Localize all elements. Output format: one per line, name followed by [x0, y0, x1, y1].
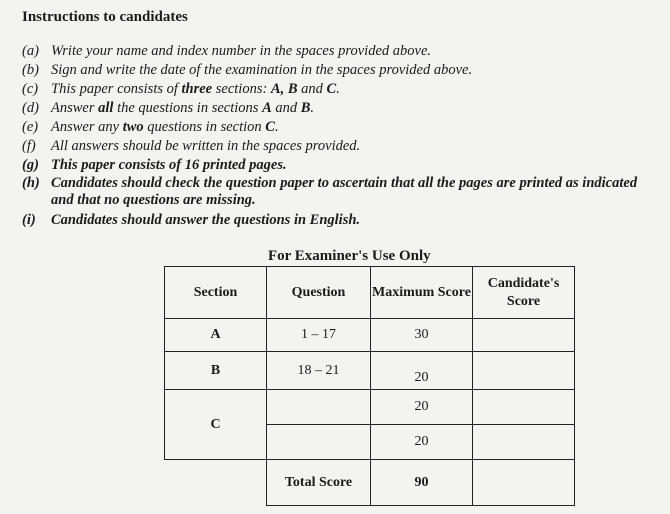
instruction-text: Sign and write the date of the examination in the spaces provided above.	[51, 62, 473, 78]
instruction-text: and	[271, 100, 301, 116]
question-range-cell: 18 – 21	[267, 352, 371, 390]
instruction-text: This paper consists of 16 printed pages.	[51, 157, 287, 173]
examiner-score-table	[164, 266, 575, 506]
instruction-h	[22, 175, 662, 209]
instruction-text: Write your name and index number in the spaces provided above.	[51, 43, 432, 59]
section-cell: B	[165, 352, 267, 390]
section-cell: A	[165, 319, 267, 352]
instruction-label: (f)	[22, 138, 36, 154]
instruction-label: (i)	[22, 212, 36, 228]
instruction-text: This paper consists of	[51, 81, 182, 97]
table-row	[165, 390, 575, 425]
section-cell: C	[165, 390, 267, 460]
instruction-e	[22, 118, 662, 137]
examiner-table-title: For Examiner's Use Only	[268, 248, 431, 264]
instruction-b	[22, 61, 662, 80]
instruction-emphasis: C	[326, 81, 337, 97]
instruction-text: Answer any	[51, 119, 123, 135]
question-number-field[interactable]	[267, 390, 371, 425]
instruction-label: (a)	[22, 43, 39, 59]
instruction-emphasis: A, B	[270, 81, 298, 97]
total-row	[165, 460, 575, 506]
instruction-text: .	[336, 81, 340, 97]
candidate-score-field[interactable]	[473, 319, 575, 352]
instruction-label: (b)	[22, 62, 39, 78]
instruction-c	[22, 80, 662, 99]
instruction-emphasis: A	[262, 100, 272, 116]
instruction-text: .	[310, 100, 315, 116]
instruction-text: questions in section	[143, 119, 266, 135]
candidate-score-field[interactable]	[473, 390, 575, 425]
table-row	[165, 319, 575, 352]
instructions-list	[22, 42, 662, 230]
instruction-f	[22, 137, 662, 156]
instruction-label: (h)	[22, 175, 40, 191]
instruction-emphasis: all	[98, 100, 114, 116]
total-max-score: 90	[371, 460, 473, 506]
instruction-i	[22, 211, 662, 230]
instruction-text: sections:	[212, 81, 271, 97]
header-question: Question	[267, 267, 371, 319]
instruction-emphasis: three	[181, 81, 213, 97]
table-header-row	[165, 267, 575, 319]
max-score-cell: 30	[371, 319, 473, 352]
instruction-label: (g)	[22, 157, 39, 173]
instruction-emphasis: B	[300, 100, 311, 116]
total-score-label: Total Score	[267, 460, 371, 506]
question-range-cell: 1 – 17	[267, 319, 371, 352]
instruction-text: Candidates should check the question paper to ascertain that all the pages are printed as indicated and that no questions are missing.	[51, 175, 638, 208]
table-row	[165, 352, 575, 390]
instruction-label: (d)	[22, 100, 39, 116]
instruction-emphasis: two	[122, 119, 144, 135]
header-section: Section	[165, 267, 267, 319]
header-max-score: Maximum Score	[371, 267, 473, 319]
max-score-cell: 20	[371, 352, 473, 390]
instruction-text: Candidates should answer the questions in English.	[51, 212, 361, 228]
candidate-score-field[interactable]	[473, 425, 575, 460]
instruction-d	[22, 99, 662, 118]
instruction-text: the questions in sections	[113, 100, 263, 116]
max-score-cell: 20	[371, 390, 473, 425]
max-score-cell: 20	[371, 425, 473, 460]
total-candidate-score-field[interactable]	[473, 460, 575, 506]
instruction-text: Answer	[51, 100, 99, 116]
instruction-text: All answers should be written in the spaces provided.	[51, 138, 361, 154]
instruction-text: and	[297, 81, 327, 97]
instruction-text: .	[274, 119, 279, 135]
instructions-heading: Instructions to candidates	[22, 9, 188, 25]
instruction-label: (c)	[22, 81, 39, 97]
question-number-field[interactable]	[267, 425, 371, 460]
instruction-g	[22, 156, 662, 175]
instruction-label: (e)	[22, 119, 39, 135]
header-candidate-score: Candidate's Score	[473, 267, 575, 319]
instruction-emphasis: C	[265, 119, 275, 135]
candidate-score-field[interactable]	[473, 352, 575, 390]
instruction-a	[22, 42, 662, 61]
